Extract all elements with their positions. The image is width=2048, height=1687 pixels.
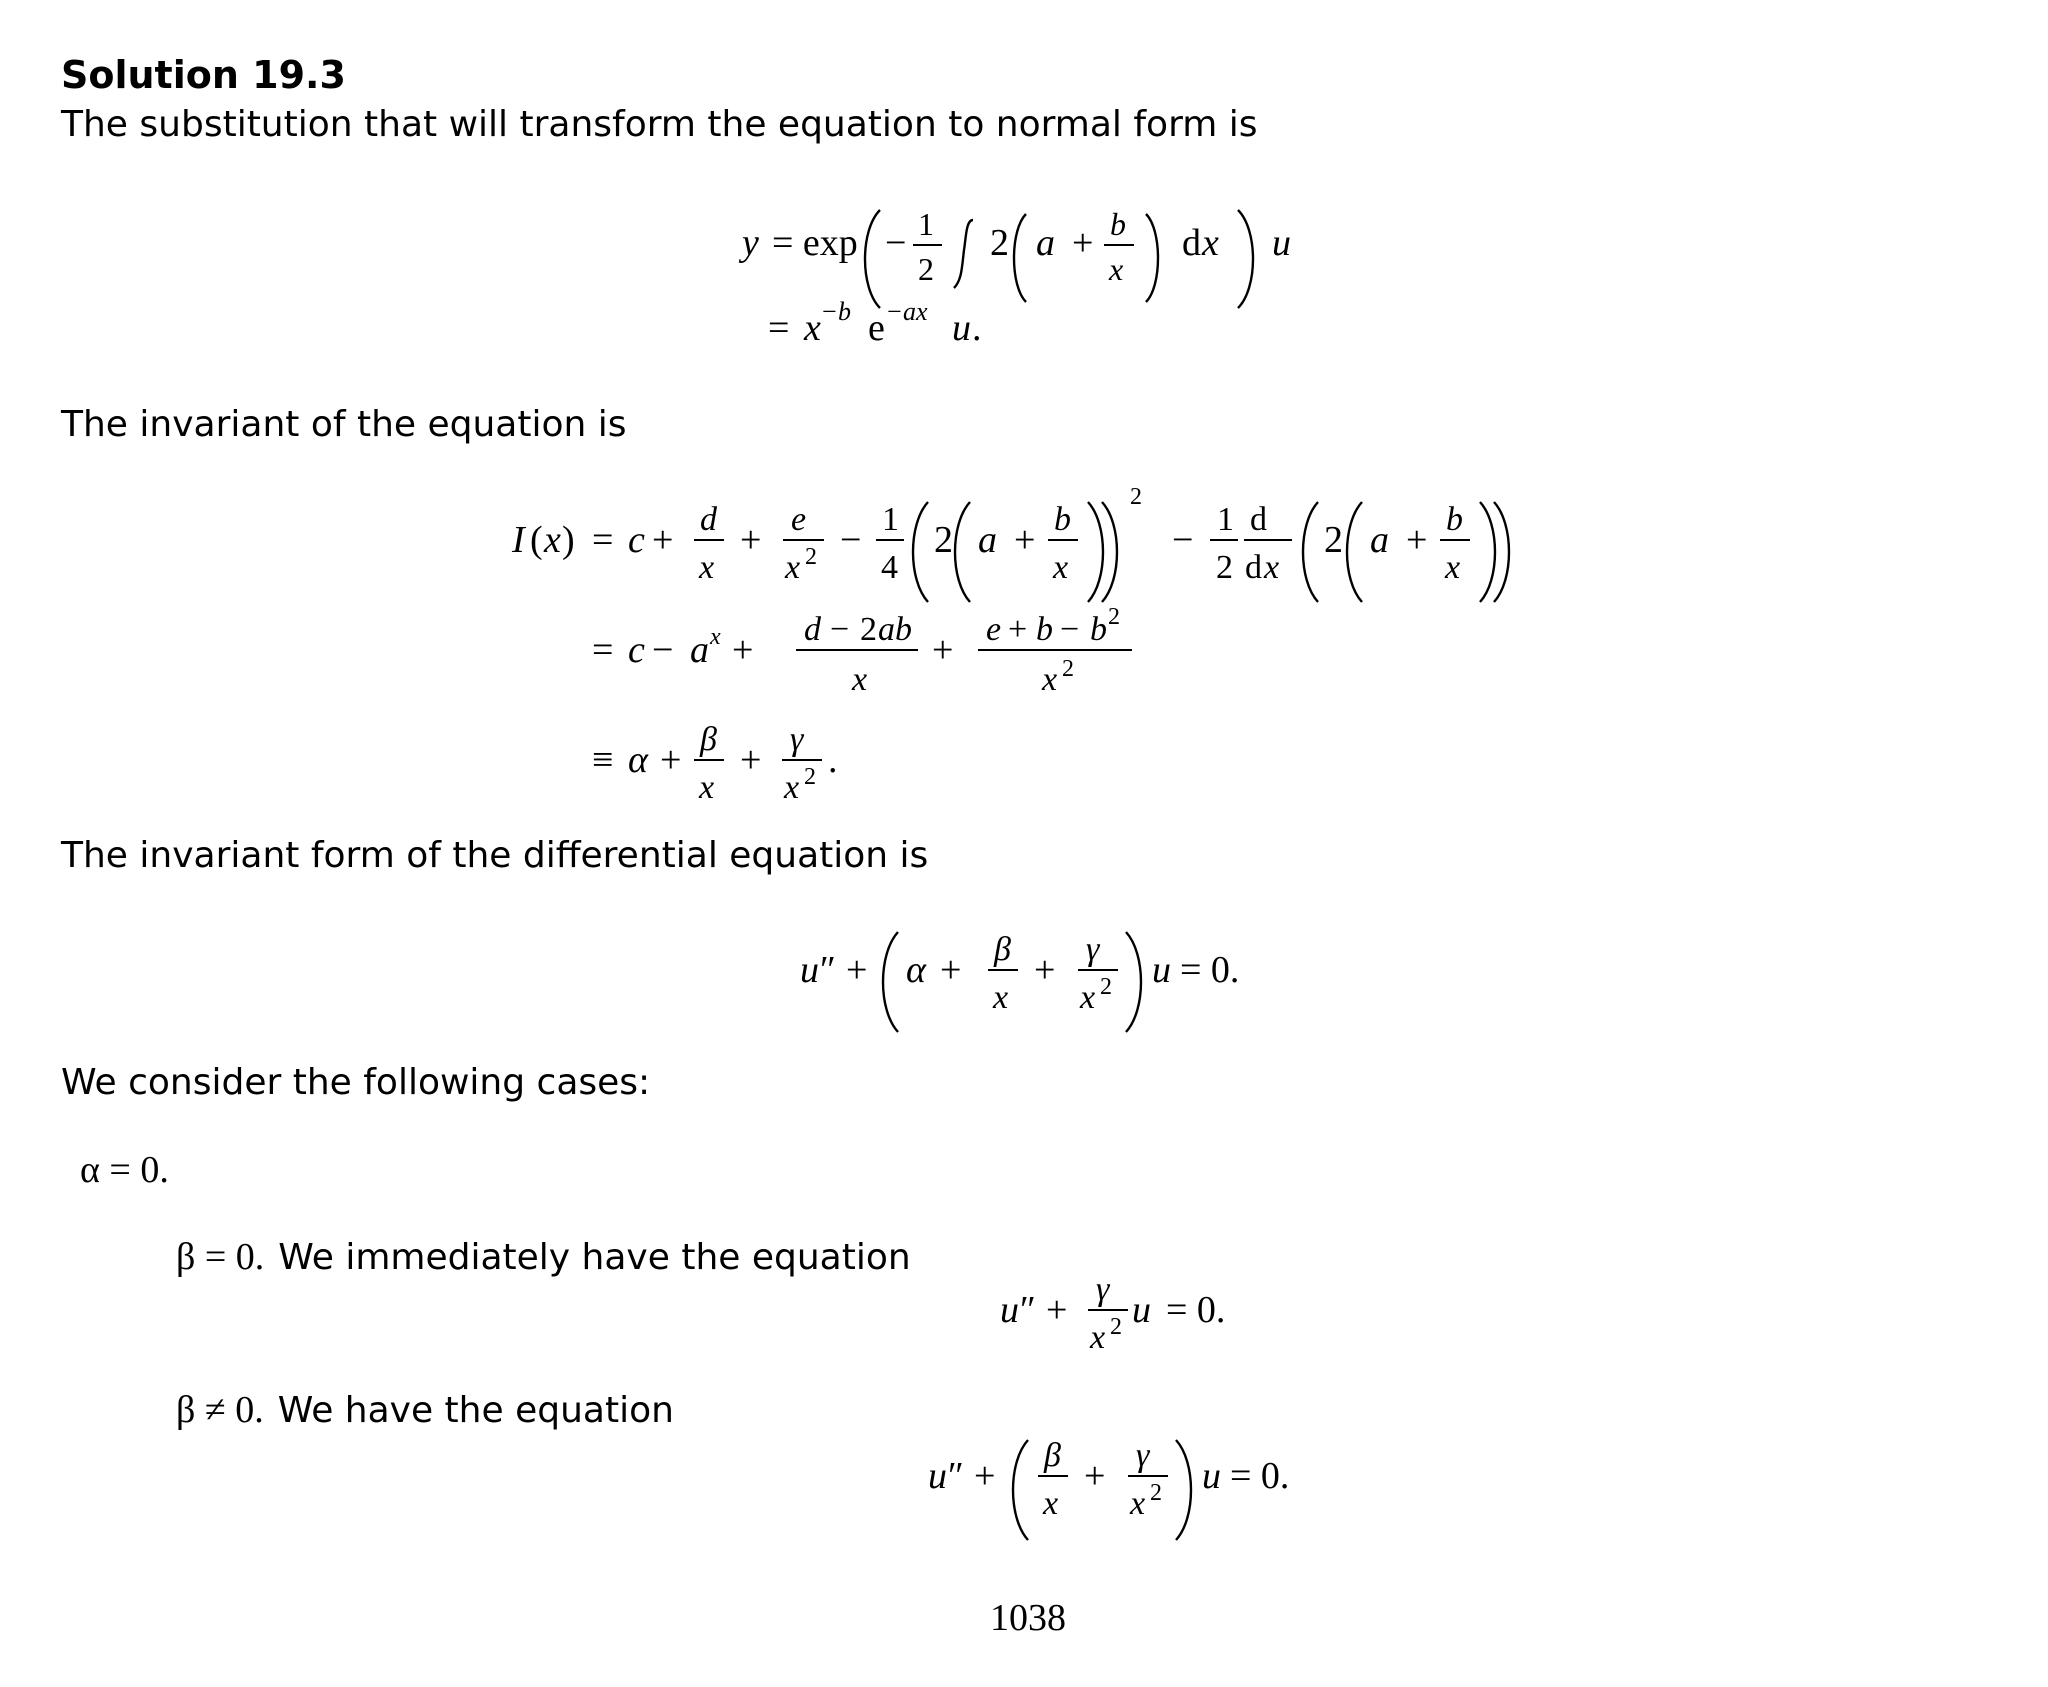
- svg-text:=: =: [768, 307, 790, 349]
- svg-text:+: +: [940, 949, 962, 991]
- svg-text:2: 2: [1324, 519, 1343, 561]
- svg-text:): ): [562, 519, 575, 561]
- svg-text:−: −: [822, 297, 837, 326]
- svg-text:β: β: [1044, 1437, 1061, 1474]
- svg-text:−: −: [652, 629, 674, 671]
- svg-text:x: x: [784, 769, 800, 806]
- svg-text:x: x: [1445, 549, 1461, 586]
- svg-text:b: b: [838, 297, 851, 326]
- svg-text:+: +: [1406, 519, 1428, 561]
- svg-text:2: 2: [1110, 1314, 1122, 1340]
- svg-text:d: d: [700, 501, 717, 538]
- svg-text:a: a: [1036, 222, 1055, 264]
- svg-text:(: (: [530, 519, 543, 561]
- svg-text:ab: ab: [878, 611, 912, 648]
- svg-text:x: x: [1090, 1319, 1106, 1356]
- substitution-equation: [700, 190, 1360, 360]
- svg-text:β: β: [994, 931, 1011, 968]
- svg-text:x: x: [1043, 1485, 1059, 1522]
- svg-text:b: b: [1446, 501, 1463, 538]
- svg-text:+: +: [1008, 611, 1028, 648]
- svg-text:ax: ax: [903, 297, 928, 326]
- svg-text:+: +: [1046, 1289, 1068, 1331]
- svg-text:1: 1: [882, 501, 899, 538]
- svg-text:2: 2: [1108, 604, 1120, 630]
- svg-text:+: +: [1014, 519, 1036, 561]
- svg-text:+: +: [974, 1455, 996, 1497]
- svg-text:γ: γ: [790, 721, 804, 758]
- svg-text:e: e: [986, 611, 1002, 648]
- svg-text:b: b: [1054, 501, 1071, 538]
- case-alpha-zero: α = 0.: [80, 1149, 169, 1191]
- svg-text:+: +: [660, 739, 682, 781]
- svg-text:4: 4: [881, 549, 898, 586]
- svg-text:+: +: [740, 519, 762, 561]
- svg-text:u: u: [952, 307, 971, 349]
- svg-text:a: a: [978, 519, 997, 561]
- svg-text:= 0.: = 0.: [1180, 949, 1240, 991]
- svg-text:x: x: [1264, 549, 1280, 586]
- svg-text:2: 2: [1130, 484, 1142, 510]
- svg-text:−: −: [1172, 519, 1194, 561]
- svg-text:″: ″: [948, 1455, 964, 1497]
- svg-text:u: u: [800, 949, 819, 991]
- beta-nonzero-equation: [920, 1420, 1340, 1550]
- svg-text:c: c: [628, 519, 645, 561]
- case-beta-nonzero-text: We have the equation: [277, 1390, 674, 1431]
- svg-text:β: β: [700, 721, 717, 758]
- case-beta-zero: [176, 1235, 911, 1279]
- svg-text:b: b: [1036, 611, 1053, 648]
- svg-text:.: .: [972, 307, 982, 349]
- svg-text:u: u: [1132, 1289, 1151, 1331]
- svg-text:+: +: [846, 949, 868, 991]
- svg-text:x: x: [1130, 1485, 1146, 1522]
- svg-text:α: α: [628, 739, 648, 781]
- svg-text:x: x: [1202, 222, 1219, 264]
- invariant-form-equation: [780, 910, 1300, 1050]
- svg-text:=: =: [592, 629, 614, 671]
- svg-text:−: −: [830, 611, 850, 648]
- svg-text:+: +: [652, 519, 674, 561]
- invariant-equation: [500, 480, 1580, 810]
- cases-intro-paragraph: We consider the following cases:: [61, 1062, 651, 1103]
- svg-text:x: x: [852, 661, 868, 698]
- svg-text:x: x: [1042, 661, 1058, 698]
- svg-text:d: d: [1250, 501, 1267, 538]
- svg-text:x: x: [804, 307, 821, 349]
- svg-text:.: .: [828, 739, 838, 781]
- svg-text:d: d: [1182, 222, 1201, 264]
- svg-text:b: b: [1110, 206, 1126, 242]
- svg-text:a: a: [1370, 519, 1389, 561]
- svg-text:2: 2: [918, 251, 934, 287]
- case-beta-nonzero-label: β ≠ 0.: [176, 1389, 264, 1431]
- svg-text:+: +: [740, 739, 762, 781]
- svg-text:2: 2: [1150, 1480, 1162, 1506]
- svg-text:−: −: [1060, 611, 1080, 648]
- svg-text:+: +: [1072, 222, 1094, 264]
- svg-text:x: x: [699, 769, 715, 806]
- svg-text:1: 1: [1217, 501, 1234, 538]
- intro-paragraph: The substitution that will transform the equation to normal form is: [61, 104, 1258, 145]
- svg-text:−: −: [887, 297, 902, 326]
- svg-text:= 0.: = 0.: [1230, 1455, 1290, 1497]
- svg-text:″: ″: [1020, 1289, 1036, 1331]
- case-beta-nonzero: [176, 1388, 674, 1432]
- svg-text:c: c: [628, 629, 645, 671]
- svg-text:1: 1: [918, 206, 934, 242]
- svg-text:≡: ≡: [592, 739, 614, 781]
- svg-text:u: u: [1152, 949, 1171, 991]
- svg-text:u: u: [1000, 1289, 1019, 1331]
- svg-text:α: α: [906, 949, 926, 991]
- svg-text:+: +: [732, 629, 754, 671]
- svg-text:+: +: [932, 629, 954, 671]
- svg-text:x: x: [785, 549, 801, 586]
- svg-text:= exp: = exp: [772, 222, 858, 264]
- svg-text:γ: γ: [1086, 931, 1100, 968]
- svg-text:2: 2: [860, 611, 877, 648]
- svg-text:γ: γ: [1096, 1271, 1110, 1308]
- beta-zero-equation: [990, 1270, 1290, 1390]
- svg-text:−: −: [840, 519, 862, 561]
- svg-text:2: 2: [1216, 549, 1233, 586]
- svg-text:2: 2: [990, 222, 1009, 264]
- page-number: 1038: [990, 1597, 1066, 1639]
- invariant-paragraph: The invariant of the equation is: [61, 404, 627, 445]
- svg-text:u: u: [1272, 222, 1291, 264]
- svg-text:γ: γ: [1136, 1437, 1150, 1474]
- svg-text:x: x: [699, 549, 715, 586]
- svg-text:2: 2: [1100, 974, 1112, 1000]
- svg-text:u: u: [1202, 1455, 1221, 1497]
- svg-text:d: d: [1245, 549, 1262, 586]
- svg-text:I: I: [512, 519, 525, 561]
- svg-text:a: a: [690, 629, 709, 671]
- svg-text:2: 2: [804, 764, 816, 790]
- svg-text:u: u: [928, 1455, 947, 1497]
- svg-text:b: b: [1090, 611, 1107, 648]
- svg-text:x: x: [1109, 251, 1124, 287]
- svg-text:e: e: [868, 307, 885, 349]
- svg-text:=: =: [592, 519, 614, 561]
- invariant-form-paragraph: The invariant form of the differential equation is: [61, 835, 929, 876]
- svg-text:y: y: [742, 222, 759, 264]
- svg-text:2: 2: [1062, 656, 1074, 682]
- solution-heading: Solution 19.3: [61, 53, 346, 97]
- svg-text:x: x: [1080, 979, 1096, 1016]
- svg-text:−: −: [885, 222, 907, 264]
- svg-text:x: x: [993, 979, 1009, 1016]
- svg-text:2: 2: [805, 544, 817, 570]
- case-beta-zero-text: We immediately have the equation: [278, 1237, 911, 1278]
- case-beta-zero-label: β = 0.: [176, 1236, 265, 1278]
- svg-text:d: d: [804, 611, 821, 648]
- svg-text:2: 2: [934, 519, 953, 561]
- svg-text:= 0.: = 0.: [1166, 1289, 1226, 1331]
- svg-text:+: +: [1034, 949, 1056, 991]
- svg-text:+: +: [1084, 1455, 1106, 1497]
- svg-text:e: e: [791, 501, 807, 538]
- svg-text:″: ″: [820, 949, 836, 991]
- svg-text:x: x: [544, 519, 561, 561]
- svg-text:x: x: [1053, 549, 1069, 586]
- svg-text:x: x: [710, 624, 721, 650]
